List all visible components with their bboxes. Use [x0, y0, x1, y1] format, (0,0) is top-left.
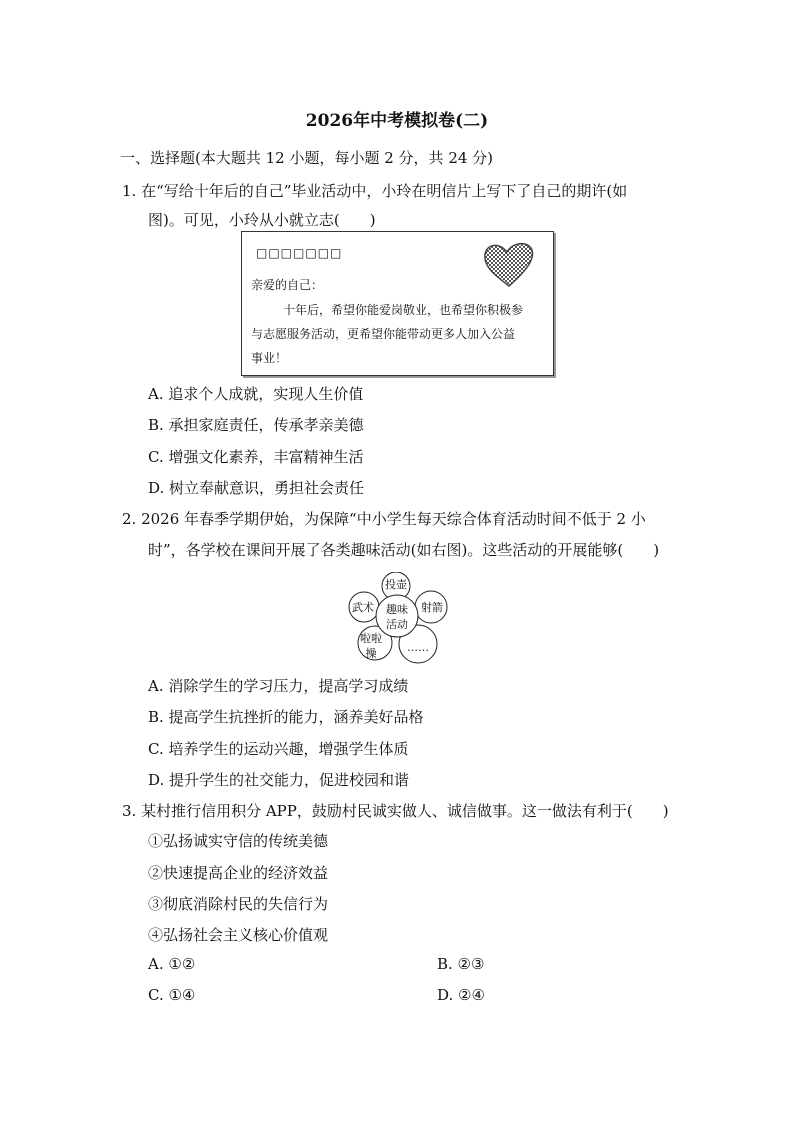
q3-stem: 3. 某村推行信用积分 APP，鼓励村民诚实做人、诚信做事。这一做法有利于( ) — [122, 802, 669, 820]
q1-option-b: B. 承担家庭责任，传承孝亲美德 — [148, 416, 364, 434]
postcard-greeting: 亲爱的自己： — [251, 278, 324, 292]
q1-option-d: D. 树立奉献意识，勇担社会责任 — [148, 479, 365, 497]
q3-item-1: ①弘扬诚实守信的传统美德 — [148, 832, 329, 850]
postcard-text-line1: 十年后，希望你能爱岗敬业，也希望你积极参 — [283, 303, 524, 317]
section-heading: 一、选择题(本大题共 12 小题，每小题 2 分，共 24 分) — [120, 149, 494, 167]
bubble-bottom-left-label-top: 啦啦 — [360, 632, 382, 645]
q1-stem-line2: 图)。可见，小玲从小就立志( ) — [148, 211, 376, 229]
q1-stem-line1: 1. 在“写给十年后的自己”毕业活动中，小玲在明信片上写下了自己的期许(如 — [122, 182, 628, 200]
q2-option-b: B. 提高学生抗挫折的能力，涵养美好品格 — [148, 708, 424, 726]
q2-stem-line1: 2. 2026 年春季学期伊始，为保障“中小学生每天综合体育活动时间不低于 2 小 — [122, 510, 646, 528]
bubble-bottom-left-label-bottom: 操 — [365, 647, 377, 660]
bubble-right-label: 射箭 — [421, 601, 443, 614]
q3-option-c: C. ①④ — [148, 986, 196, 1004]
bubble-bottom-right-label: …… — [407, 641, 429, 654]
q2-stem-line2: 时”，各学校在课间开展了各类趣味活动(如右图)。这些活动的开展能够( ) — [148, 541, 660, 559]
postcard-code-boxes: □□□□□□□ — [256, 246, 343, 260]
bubble-top-label: 投壶 — [385, 578, 407, 591]
q1-option-c: C. 增强文化素养，丰富精神生活 — [148, 448, 364, 466]
q2-option-c: C. 培养学生的运动兴趣，增强学生体质 — [148, 740, 409, 758]
bubble-center-label-bottom: 活动 — [386, 618, 408, 631]
q1-option-a: A. 追求个人成就，实现人生价值 — [148, 385, 364, 403]
q2-option-a: A. 消除学生的学习压力，提高学习成绩 — [148, 677, 409, 695]
q3-item-3: ③彻底消除村民的失信行为 — [148, 895, 329, 913]
q3-option-a: A. ①② — [148, 955, 196, 973]
postcard-text-line2: 与志愿服务活动，更希望你能带动更多人加入公益 — [251, 327, 516, 341]
q3-option-b: B. ②③ — [437, 955, 485, 973]
heart-icon — [479, 238, 539, 290]
activities-diagram — [346, 572, 450, 664]
bubble-center-label-top: 趣味 — [386, 603, 408, 616]
postcard — [241, 231, 554, 376]
q3-item-2: ②快速提高企业的经济效益 — [148, 864, 329, 882]
postcard-text-line3: 事业！ — [251, 351, 288, 365]
q2-option-d: D. 提升学生的社交能力，促进校园和谐 — [148, 771, 410, 789]
bubble-left-label: 武术 — [352, 601, 374, 614]
page-title: 2026年中考模拟卷(二) — [305, 111, 489, 131]
q3-item-4: ④弘扬社会主义核心价值观 — [148, 926, 329, 944]
q3-option-d: D. ②④ — [437, 986, 485, 1004]
